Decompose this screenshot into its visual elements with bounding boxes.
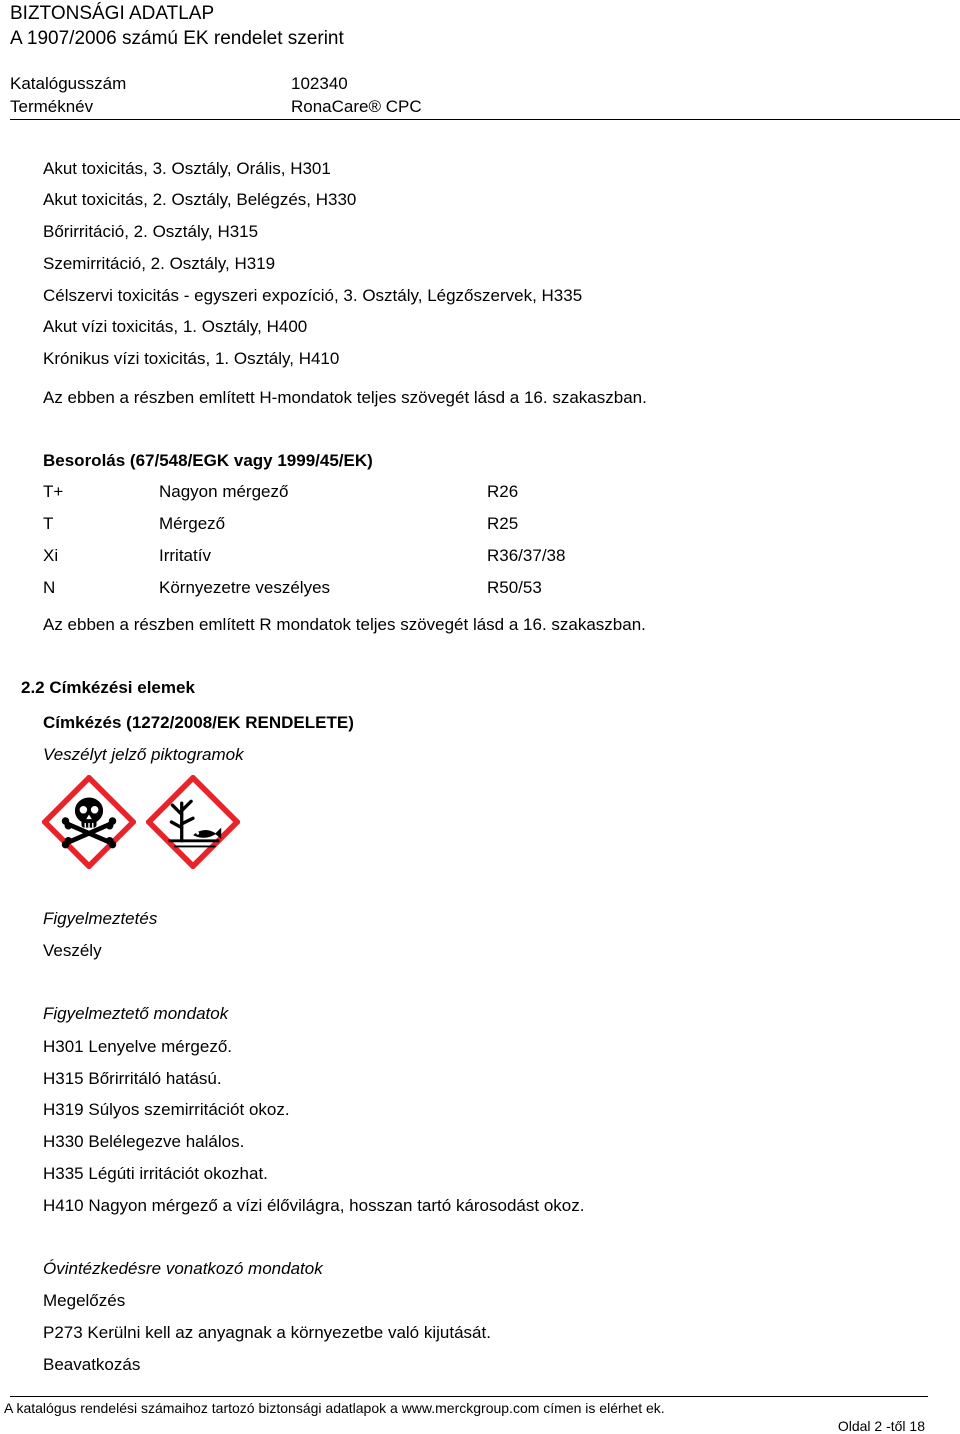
ghs-class-item: Célszervi toxicitás - egyszeri expozíció, 3. Osztály, Légzőszervek, H335 (43, 286, 583, 305)
header-divider (10, 119, 960, 120)
ghs-class-item: Krónikus vízi toxicitás, 1. Osztály, H410 (43, 349, 340, 368)
prevention-heading: Megelőzés (43, 1291, 126, 1310)
hazard-statement: H301 Lenyelve mérgező. (43, 1037, 233, 1056)
catalog-value: 102340 (291, 74, 348, 93)
document-subtitle: A 1907/2006 számú EK rendelet szerint (10, 28, 344, 49)
eu-r-phrase: R36/37/38 (487, 546, 566, 565)
ghs-class-item: Akut toxicitás, 3. Osztály, Orális, H301 (43, 159, 331, 178)
signal-word-heading: Figyelmeztetés (43, 909, 158, 928)
signal-word: Veszély (43, 941, 102, 960)
eu-symbol: T+ (43, 482, 64, 501)
eu-hazard-name: Nagyon mérgező (159, 482, 289, 501)
hazard-statement: H410 Nagyon mérgező a vízi élővilágra, hosszan tartó károsodást okoz. (43, 1196, 585, 1215)
hazard-statement: H335 Légúti irritációt okozhat. (43, 1164, 268, 1183)
product-value: RonaCare® CPC (291, 97, 422, 116)
product-label: Terméknév (10, 97, 94, 116)
hazard-statement: H319 Súlyos szemirritációt okoz. (43, 1100, 290, 1119)
section-heading: 2.2 Címkézési elemek (21, 678, 195, 697)
eu-symbol: Xi (43, 546, 59, 565)
document-title: BIZTONSÁGI ADATLAP (10, 3, 215, 24)
ghs-class-item: Bőrirritáció, 2. Osztály, H315 (43, 222, 259, 241)
r-statements-note: Az ebben a részben említett R mondatok teljes szövegét lásd a 16. szakaszban. (43, 615, 646, 634)
eu-r-phrase: R26 (487, 482, 519, 501)
hazard-statements-heading: Figyelmeztető mondatok (43, 1004, 229, 1023)
skull-crossbones-icon (42, 775, 136, 869)
labelling-regulation-heading: Címkézés (1272/2008/EK RENDELETE) (43, 713, 354, 732)
footer-note: A katalógus rendelési számaihoz tartozó biztonsági adatlapok a www.merckgroup.com címen is elérhet ek. (4, 1400, 665, 1416)
eu-hazard-name: Környezetre veszélyes (159, 578, 331, 597)
ghs-class-item: Szemirritáció, 2. Osztály, H319 (43, 254, 276, 273)
eu-classification-heading: Besorolás (67/548/EGK vagy 1999/45/EK) (43, 451, 373, 470)
eu-symbol: N (43, 578, 56, 597)
ghs-class-item: Akut vízi toxicitás, 1. Osztály, H400 (43, 317, 308, 336)
environment-hazard-icon (146, 775, 240, 869)
eu-symbol: T (43, 514, 54, 533)
hazard-statement: H315 Bőrirritáló hatású. (43, 1069, 222, 1088)
footer-divider (10, 1396, 928, 1397)
catalog-label: Katalógusszám (10, 74, 127, 93)
eu-hazard-name: Mérgező (159, 514, 226, 533)
page-number: Oldal 2 -től 18 (837, 1418, 925, 1434)
pictogram-heading: Veszélyt jelző piktogramok (43, 745, 244, 764)
eu-r-phrase: R25 (487, 514, 519, 533)
ghs-class-item: Akut toxicitás, 2. Osztály, Belégzés, H330 (43, 190, 357, 209)
h-statements-note: Az ebben a részben említett H-mondatok teljes szövegét lásd a 16. szakaszban. (43, 388, 647, 407)
eu-hazard-name: Irritatív (159, 546, 211, 565)
eu-r-phrase: R50/53 (487, 578, 542, 597)
response-heading: Beavatkozás (43, 1355, 141, 1374)
precautionary-statement: P273 Kerülni kell az anyagnak a környezetbe való kijutását. (43, 1323, 491, 1342)
precautionary-heading: Óvintézkedésre vonatkozó mondatok (43, 1259, 323, 1278)
hazard-statement: H330 Belélegezve halálos. (43, 1132, 245, 1151)
